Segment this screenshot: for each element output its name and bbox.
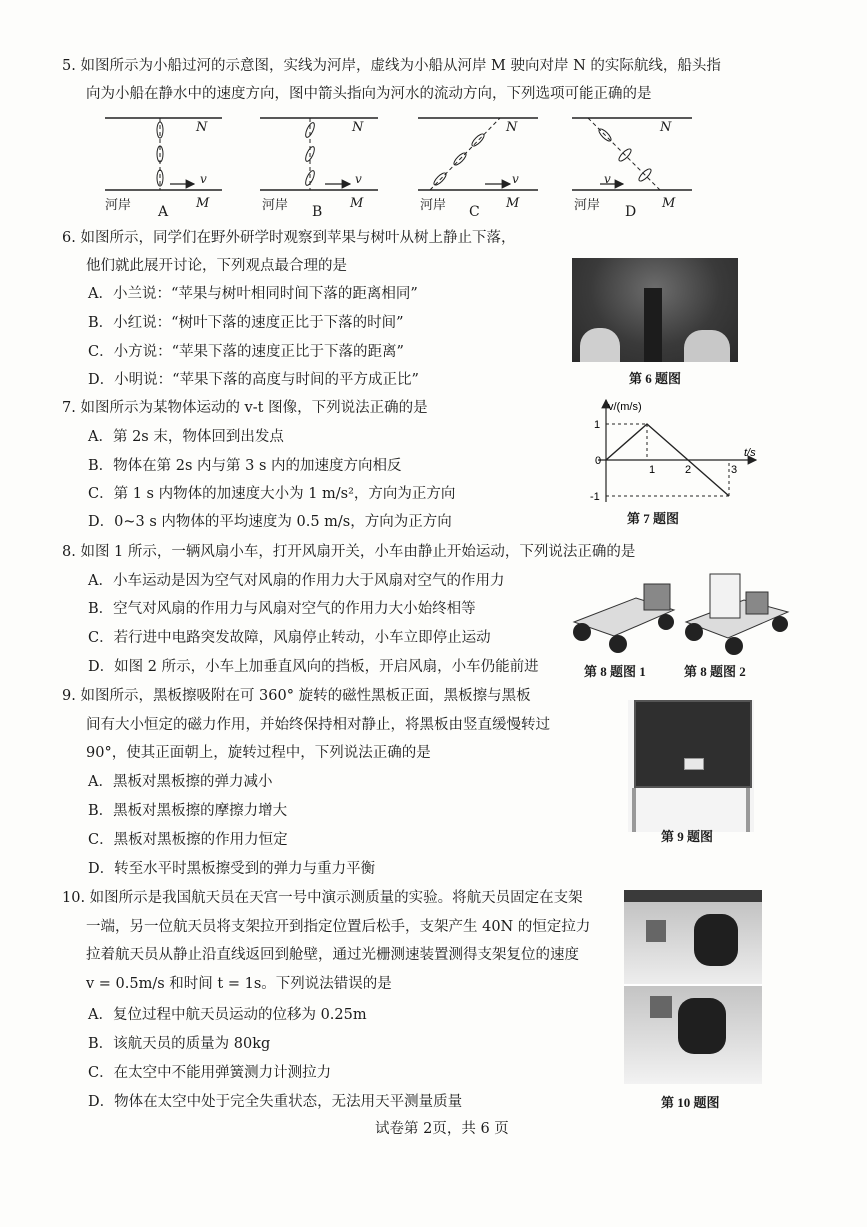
q7-stem-line1: 7. 如图所示为某物体运动的 v-t 图像，下列说法正确的是	[62, 400, 428, 416]
q5-c-n-label: N	[506, 120, 518, 135]
q7-option-c: C．第 1 s 内物体的加速度大小为 1 m/s²，方向为正方向	[88, 486, 456, 502]
q10-photo-lower	[624, 986, 762, 1084]
q6-stem-line2: 他们就此展开讨论，下列观点最合理的是	[86, 258, 347, 274]
q9-blackboard	[634, 700, 752, 788]
q7-tick-x2: 2	[685, 464, 692, 476]
q7-y-axis-label: v/(m/s)	[608, 401, 642, 413]
q8-option-b: B．空气对风扇的作用力与风扇对空气的作用力大小始终相等	[88, 601, 476, 617]
q7-option-b: B．物体在第 2s 内与第 3 s 内的加速度方向相反	[88, 458, 402, 474]
q5-a-m-label: M	[196, 196, 210, 211]
q7-x-axis-label: t/s	[744, 447, 756, 459]
q10-stem-line2: 一端，另一位航天员将支架拉开到指定位置后松手，支架产生 40N 的恒定拉力	[86, 919, 591, 935]
q7-tick-y-neg: -1	[590, 491, 600, 503]
q9-stem-line3: 90°，使其正面朝上，旋转过程中，下列说法正确的是	[86, 745, 431, 761]
q8-stem-line1: 8. 如图 1 所示，一辆风扇小车，打开风扇开关，小车由静止开始运动，下列说法正确的是	[62, 544, 636, 560]
q10-caption: 第 10 题图	[661, 1095, 720, 1110]
q9-caption: 第 9 题图	[661, 829, 714, 844]
q9-stem-line2: 间有大小恒定的磁力作用，并始终保持相对静止，将黑板由竖直缓慢转过	[86, 717, 550, 733]
q9-option-d: D．转至水平时黑板擦受到的弹力与重力平衡	[88, 861, 376, 877]
q5-a-letter: A	[158, 204, 169, 220]
q6-option-b: B．小红说：“树叶下落的速度正比于下落的时间”	[88, 315, 404, 331]
q9-option-b: B．黑板对黑板擦的摩擦力增大	[88, 803, 288, 819]
q5-b-n-label: N	[352, 120, 364, 135]
q5-d-v-label: v	[604, 172, 611, 186]
q7-tick-x1: 1	[649, 464, 656, 476]
q5-c-letter: C	[469, 204, 480, 220]
q10-option-d: D．物体在太空中处于完全失重状态，无法用天平测量质量	[88, 1094, 463, 1110]
q5-b-bank-label: 河岸	[262, 198, 289, 213]
q5-stem-line2: 向为小船在静水中的速度方向，图中箭头指向为河水的流动方向，下列选项可能正确的是	[86, 86, 652, 102]
q5-figure-d	[572, 118, 692, 190]
q9-eraser	[684, 758, 704, 770]
q6-option-d: D．小明说：“苹果下落的高度与时间的平方成正比”	[88, 372, 419, 388]
q10-stem-line3: 拉着航天员从静止沿直线返回到舱壁，通过光栅测速装置测得支架复位的速度	[86, 947, 579, 963]
q9-blackboard-photo	[628, 700, 754, 832]
q6-option-c: C．小方说：“苹果下落的速度正比于下落的距离”	[88, 344, 404, 360]
q9-stem-line1: 9. 如图所示，黑板擦吸附在可 360° 旋转的磁性黑板正面，黑板擦与黑板	[62, 688, 531, 704]
q5-d-bank-label: 河岸	[574, 198, 601, 213]
q7-caption: 第 7 题图	[627, 511, 680, 526]
q10-astronaut-photos	[624, 890, 762, 1084]
q5-c-bank-label: 河岸	[420, 198, 447, 213]
q5-a-bank-label: 河岸	[105, 198, 132, 213]
q5-b-v-label: v	[355, 172, 362, 186]
q7-origin-label: 0	[595, 455, 602, 467]
q5-d-n-label: N	[660, 120, 672, 135]
q10-stem-line1: 10. 如图所示是我国航天员在天宫一号中演示测质量的实验。将航天员固定在支架	[62, 890, 583, 906]
q10-option-a: A．复位过程中航天员运动的位移为 0.25m	[88, 1007, 367, 1023]
q5-figures	[100, 108, 700, 220]
q5-c-v-label: v	[512, 172, 519, 186]
q6-caption: 第 6 题图	[629, 371, 682, 386]
q5-d-m-label: M	[662, 196, 676, 211]
q8-cars-photos	[566, 570, 802, 660]
q6-stem-line1: 6. 如图所示，同学们在野外研学时观察到苹果与树叶从树上静止下落，	[62, 230, 516, 246]
q7-option-d: D．0~3 s 内物体的平均速度为 0.5 m/s，方向为正方向	[88, 514, 452, 530]
q5-b-letter: B	[312, 204, 323, 220]
q5-a-n-label: N	[196, 120, 208, 135]
q9-option-a: A．黑板对黑板擦的弹力减小	[88, 774, 273, 790]
page-footer: 试卷第 2页，共 6 页	[375, 1121, 509, 1137]
q8-car2-image	[685, 574, 788, 655]
q10-option-b: B．该航天员的质量为 80kg	[88, 1036, 271, 1052]
q8-caption-1: 第 8 题图 1	[584, 664, 646, 679]
q8-car1-image	[573, 584, 674, 653]
q8-caption-2: 第 8 题图 2	[684, 664, 746, 679]
q5-c-m-label: M	[506, 196, 520, 211]
q6-tree-photo	[572, 258, 738, 362]
q9-option-c: C．黑板对黑板擦的作用力恒定	[88, 832, 288, 848]
q6-option-a: A．小兰说：“苹果与树叶相同时间下落的距离相同”	[88, 286, 418, 302]
q5-d-letter: D	[625, 204, 637, 220]
q10-photo-upper	[624, 890, 762, 986]
q7-vt-graph	[578, 394, 768, 508]
q7-option-a: A．第 2s 末，物体回到出发点	[88, 429, 284, 445]
q8-option-c: C．若行进中电路突发故障，风扇停止转动，小车立即停止运动	[88, 630, 491, 646]
q7-tick-y-pos: 1	[594, 419, 601, 431]
q5-b-m-label: M	[350, 196, 364, 211]
q10-stem-line4: v = 0.5m/s 和时间 t = 1s。下列说法错误的是	[86, 976, 392, 992]
q8-option-a: A．小车运动是因为空气对风扇的作用力大于风扇对空气的作用力	[88, 573, 505, 589]
q5-figure-c	[418, 118, 538, 190]
q5-a-v-label: v	[200, 172, 207, 186]
q7-tick-x3: 3	[731, 464, 738, 476]
q10-option-c: C．在太空中不能用弹簧测力计测拉力	[88, 1065, 332, 1081]
q8-option-d: D．如图 2 所示，小车上加垂直风向的挡板，开启风扇，小车仍能前进	[88, 659, 539, 675]
q5-stem-line1: 5. 如图所示为小船过河的示意图，实线为河岸，虚线为小船从河岸 M 驶向对岸 N 的实际航线，船头指	[62, 58, 721, 74]
